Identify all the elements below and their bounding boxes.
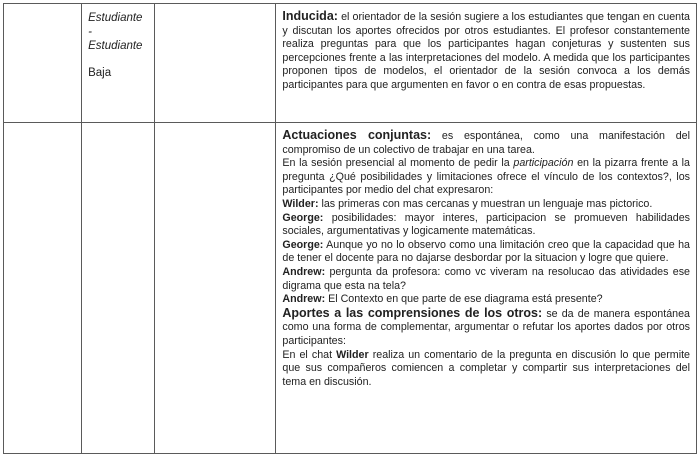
- chat-quote: [282, 239, 690, 266]
- quote-text: pergunta da profesora: como vc viveram na resolucao das atividades ese digrama que esta na tela?: [282, 265, 690, 292]
- level-label: Baja: [88, 67, 112, 79]
- role-line-2: - Estudiante: [88, 26, 143, 52]
- cell-description: [276, 123, 697, 454]
- cell-empty: [4, 123, 82, 454]
- paragraph: [282, 307, 690, 349]
- chat-quote: [282, 266, 690, 293]
- paragraph: [282, 10, 690, 93]
- cell-role: [82, 4, 155, 123]
- speaker-name: George:: [282, 238, 324, 251]
- document-table: [3, 3, 697, 454]
- chat-quote: [282, 198, 690, 212]
- quote-text: El Contexto en que parte de ese diagrama está presente?: [325, 293, 603, 306]
- cell-empty: [82, 123, 155, 454]
- cell-empty: [155, 4, 276, 123]
- cell-empty: [155, 123, 276, 454]
- paragraph-text: es espontánea, como una manifestación del compromiso de un colectivo de trabajar en una tarea.: [282, 130, 691, 156]
- chat-quote: [282, 293, 690, 307]
- paragraph-text: En el chat: [282, 348, 337, 361]
- paragraph-text: En la sesión presencial al momento de pedir la: [282, 157, 514, 170]
- quote-text: las primeras con mas cercanas y muestran un lenguaje mas pictorico.: [318, 197, 653, 210]
- paragraph: [282, 157, 690, 198]
- cell-description: [276, 4, 697, 123]
- role-line-1: Estudiante: [88, 12, 143, 24]
- table-row: [4, 4, 697, 123]
- speaker-name: Andrew:: [282, 293, 326, 306]
- paragraph-text: realiza un comentario de la pregunta en discusión lo que permite que sus compañeros comiencen a completar y compartir sus interpretaciones del tema en discusión.: [282, 348, 691, 388]
- heading-actuaciones: Actuaciones conjuntas:: [282, 128, 432, 142]
- paragraph: [282, 129, 690, 157]
- paragraph-text: en la pizarra frente a la pregunta ¿Qué posibilidades y limitaciones ofrece el vínculo de los contextos?, los participantes por medio del chat expresaron:: [282, 157, 690, 197]
- heading-aportes: Aportes a las comprensiones de los otros:: [282, 305, 543, 320]
- paragraph-text: se da de manera espontánea como una forma de complementar, argumentar o refutar los aportes dados por otros participantes:: [282, 307, 690, 347]
- speaker-name: Wilder: [336, 348, 369, 361]
- quote-text: Aunque yo no lo observo como una limitación creo que la capacidad que ha de tener el docente para no dajarse desbordar por la situacion y logre que quiere.: [282, 238, 690, 265]
- heading-inducida: Inducida:: [282, 9, 338, 23]
- speaker-name: Andrew:: [282, 265, 326, 278]
- paragraph-text: el orientador de la sesión sugiere a los estudiantes que tengan en cuenta y discutan los aportes ofrecidos por otros estudiantes. El profesor constantemente realiza preguntas para que los participantes hagan conjeturas y sustenten sus percepciones frente a las interpretaciones del modelo. A medida que los participantes proponen tipos de modelos, el orientador de la sesión convoca a los demás participantes para que argumenten en favor o en contra de esas propuestas.: [282, 11, 690, 91]
- speaker-name: Wilder:: [282, 197, 319, 210]
- quote-text: posibilidades: mayor interes, participacion se promueven habilidades sociales, argumentativas y logicamente matemáticas.: [282, 211, 690, 238]
- paragraph: [282, 349, 690, 390]
- italic-term: participación: [513, 157, 574, 170]
- speaker-name: George:: [282, 211, 324, 224]
- table-row: [4, 123, 697, 454]
- chat-quote: [282, 212, 690, 239]
- cell-empty: [4, 4, 82, 123]
